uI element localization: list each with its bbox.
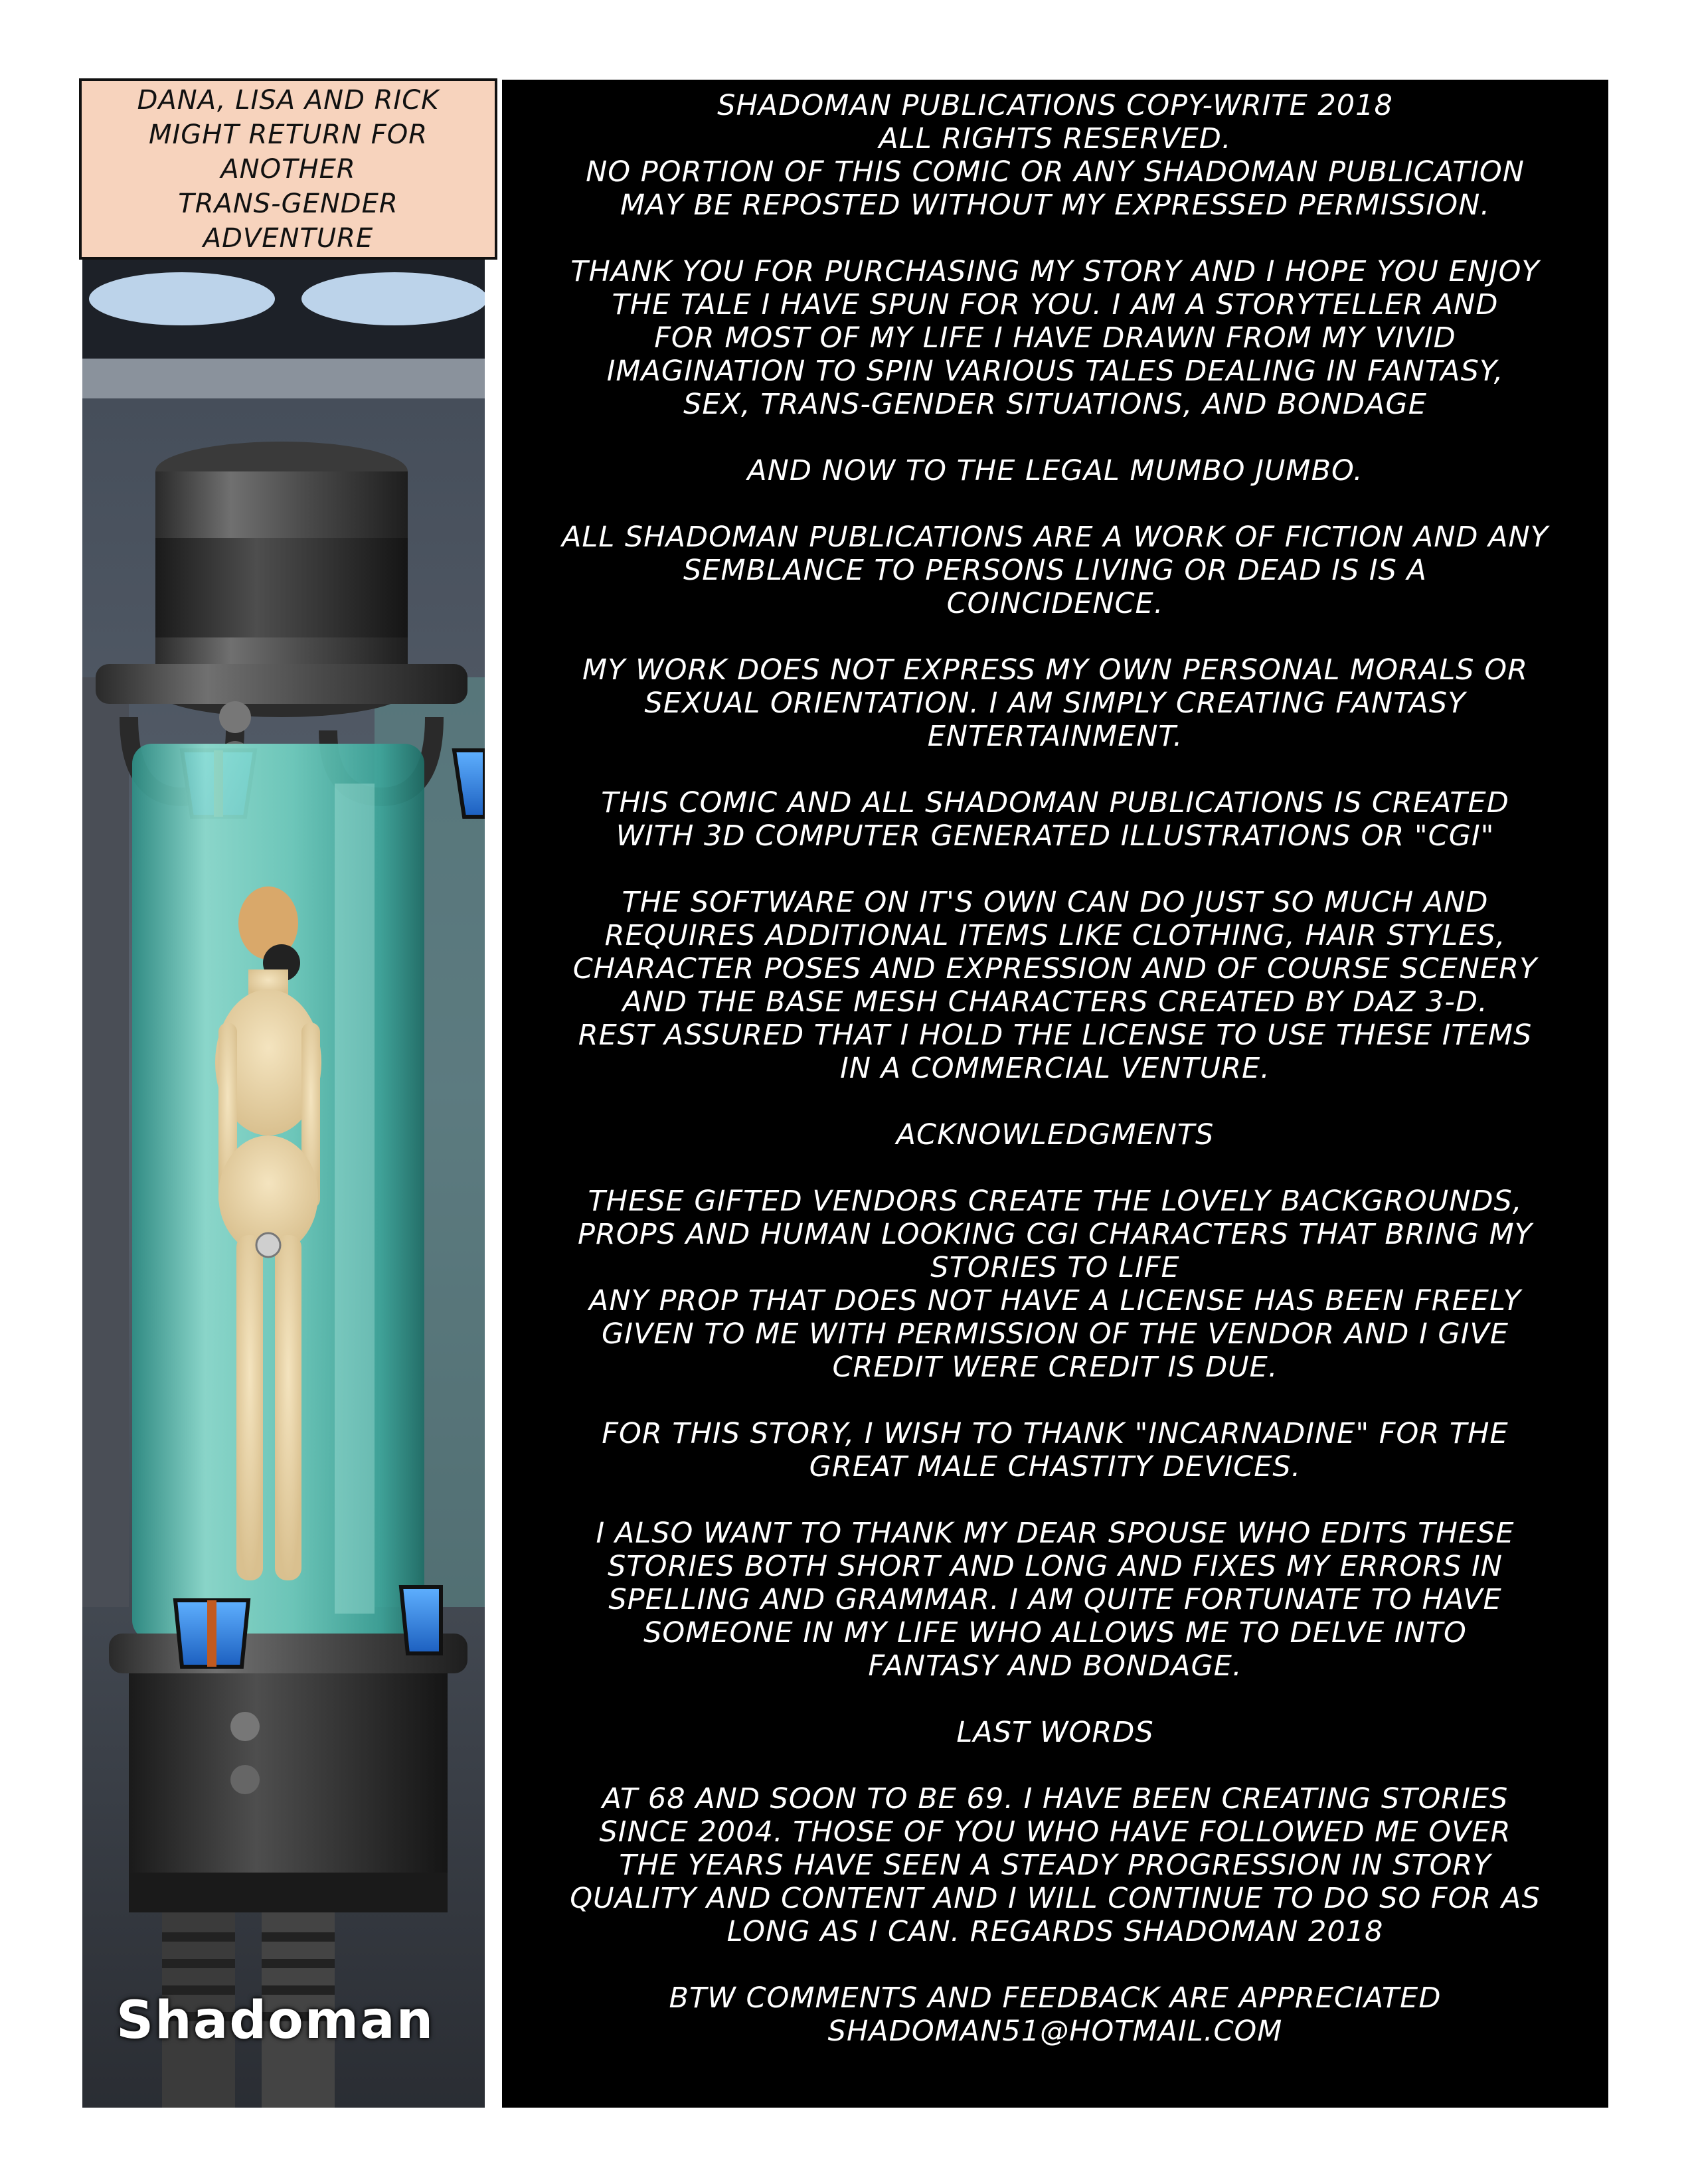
text-line: SHADOMAN PUBLICATIONS COPY-WRITE 2018 [717, 89, 1393, 122]
caption-line: TRANS-GENDER [178, 188, 398, 219]
text-paragraph [522, 1517, 1588, 1683]
text-line: BTW COMMENTS AND FEEDBACK ARE APPRECIATED [669, 1981, 1442, 2015]
text-line: AND NOW TO THE LEGAL MUMBO JUMBO. [747, 454, 1363, 487]
artist-signature: Shadoman [116, 1991, 435, 2051]
text-line: STORIES TO LIFE [930, 1251, 1180, 1284]
text-line: MY WORK DOES NOT EXPRESS MY OWN PERSONAL MORALS OR [582, 653, 1528, 687]
text-line: THANK YOU FOR PURCHASING MY STORY AND I HOPE YOU ENJOY [570, 255, 1540, 288]
text-line: ENTERTAINMENT. [927, 720, 1183, 753]
text-line: SEXUAL ORIENTATION. I AM SIMPLY CREATING FANTASY [644, 687, 1466, 720]
text-line: LONG AS I CAN. REGARDS SHADOMAN 2018 [726, 1915, 1384, 1948]
text-paragraph [522, 1716, 1588, 1749]
text-paragraph [522, 653, 1588, 753]
text-line: WITH 3D COMPUTER GENERATED ILLUSTRATIONS OR "CGI" [616, 819, 1495, 853]
text-line: STORIES BOTH SHORT AND LONG AND FIXES MY ERRORS IN [608, 1550, 1503, 1583]
text-line: SEMBLANCE TO PERSONS LIVING OR DEAD IS IS A [683, 554, 1427, 587]
text-line: SOMEONE IN MY LIFE WHO ALLOWS ME TO DELVE INTO [643, 1616, 1467, 1649]
text-line: SHADOMAN51@HOTMAIL.COM [827, 2015, 1283, 2048]
text-paragraph [522, 255, 1588, 421]
text-line: THIS COMIC AND ALL SHADOMAN PUBLICATIONS IS CREATED [601, 786, 1509, 819]
caption-box [79, 78, 497, 260]
text-line: IMAGINATION TO SPIN VARIOUS TALES DEALING IN FANTASY, [606, 355, 1504, 388]
text-line: SEX, TRANS-GENDER SITUATIONS, AND BONDAGE [683, 388, 1427, 421]
text-line: FANTASY AND BONDAGE. [868, 1649, 1242, 1683]
text-line: THE TALE I HAVE SPUN FOR YOU. I AM A STORYTELLER AND [612, 288, 1499, 321]
text-paragraph [522, 521, 1588, 620]
illustration-panel [82, 80, 485, 2108]
text-line: ALL RIGHTS RESERVED. [879, 122, 1232, 155]
text-line: FOR MOST OF MY LIFE I HAVE DRAWN FROM MY VIVID [654, 321, 1456, 355]
text-line: I ALSO WANT TO THANK MY DEAR SPOUSE WHO EDITS THESE [596, 1517, 1515, 1550]
text-paragraph [522, 1118, 1588, 1151]
text-paragraph [522, 1981, 1588, 2048]
text-line: IN A COMMERCIAL VENTURE. [840, 1052, 1270, 1085]
text-line: ACKNOWLEDGMENTS [896, 1118, 1215, 1151]
caption-line: MIGHT RETURN FOR [148, 119, 428, 150]
text-paragraph [522, 1417, 1588, 1483]
text-line: GIVEN TO ME WITH PERMISSION OF THE VENDOR AND I GIVE [601, 1317, 1509, 1351]
text-line: ANY PROP THAT DOES NOT HAVE A LICENSE HAS BEEN FREELY [588, 1284, 1522, 1317]
text-line: REST ASSURED THAT I HOLD THE LICENSE TO USE THESE ITEMS [578, 1019, 1533, 1052]
text-line: MAY BE REPOSTED WITHOUT MY EXPRESSED PERMISSION. [620, 189, 1490, 222]
text-line: THESE GIFTED VENDORS CREATE THE LOVELY BACKGROUNDS, [588, 1185, 1523, 1218]
text-line: SINCE 2004. THOSE OF YOU WHO HAVE FOLLOWED ME OVER [599, 1815, 1511, 1849]
text-line: THE SOFTWARE ON IT'S OWN CAN DO JUST SO MUCH AND [622, 886, 1489, 919]
text-paragraph [522, 89, 1588, 222]
text-paragraph [522, 886, 1588, 1085]
text-paragraph [522, 1782, 1588, 1948]
text-line: ALL SHADOMAN PUBLICATIONS ARE A WORK OF FICTION AND ANY [562, 521, 1549, 554]
stasis-tube-illustration [82, 80, 485, 2108]
caption-line: ADVENTURE [203, 222, 374, 254]
text-line: QUALITY AND CONTENT AND I WILL CONTINUE TO DO SO FOR AS [570, 1882, 1541, 1915]
text-paragraph [522, 786, 1588, 853]
caption-text [119, 83, 458, 256]
legal-text [522, 89, 1588, 2081]
text-line: THE YEARS HAVE SEEN A STEADY PROGRESSION IN STORY [619, 1849, 1491, 1882]
text-line: CHARACTER POSES AND EXPRESSION AND OF COURSE SCENERY [572, 952, 1538, 985]
text-line: NO PORTION OF THIS COMIC OR ANY SHADOMAN PUBLICATION [586, 155, 1525, 189]
legal-text-panel [502, 80, 1608, 2108]
text-line: LAST WORDS [956, 1716, 1154, 1749]
text-line: AT 68 AND SOON TO BE 69. I HAVE BEEN CREATING STORIES [602, 1782, 1509, 1815]
caption-line: ANOTHER [220, 153, 356, 185]
text-line: PROPS AND HUMAN LOOKING CGI CHARACTERS THAT BRING MY [578, 1218, 1533, 1251]
text-line: FOR THIS STORY, I WISH TO THANK "INCARNADINE" FOR THE [602, 1417, 1509, 1450]
text-line: COINCIDENCE. [946, 587, 1164, 620]
text-line: SPELLING AND GRAMMAR. I AM QUITE FORTUNATE TO HAVE [608, 1583, 1502, 1616]
text-paragraph [522, 454, 1588, 487]
text-line: REQUIRES ADDITIONAL ITEMS LIKE CLOTHING, HAIR STYLES, [604, 919, 1506, 952]
text-paragraph [522, 1185, 1588, 1384]
text-line: GREAT MALE CHASTITY DEVICES. [809, 1450, 1302, 1483]
caption-line: DANA, LISA AND RICK [137, 84, 440, 116]
text-line: AND THE BASE MESH CHARACTERS CREATED BY DAZ 3-D. [622, 985, 1488, 1019]
text-line: CREDIT WERE CREDIT IS DUE. [832, 1351, 1278, 1384]
